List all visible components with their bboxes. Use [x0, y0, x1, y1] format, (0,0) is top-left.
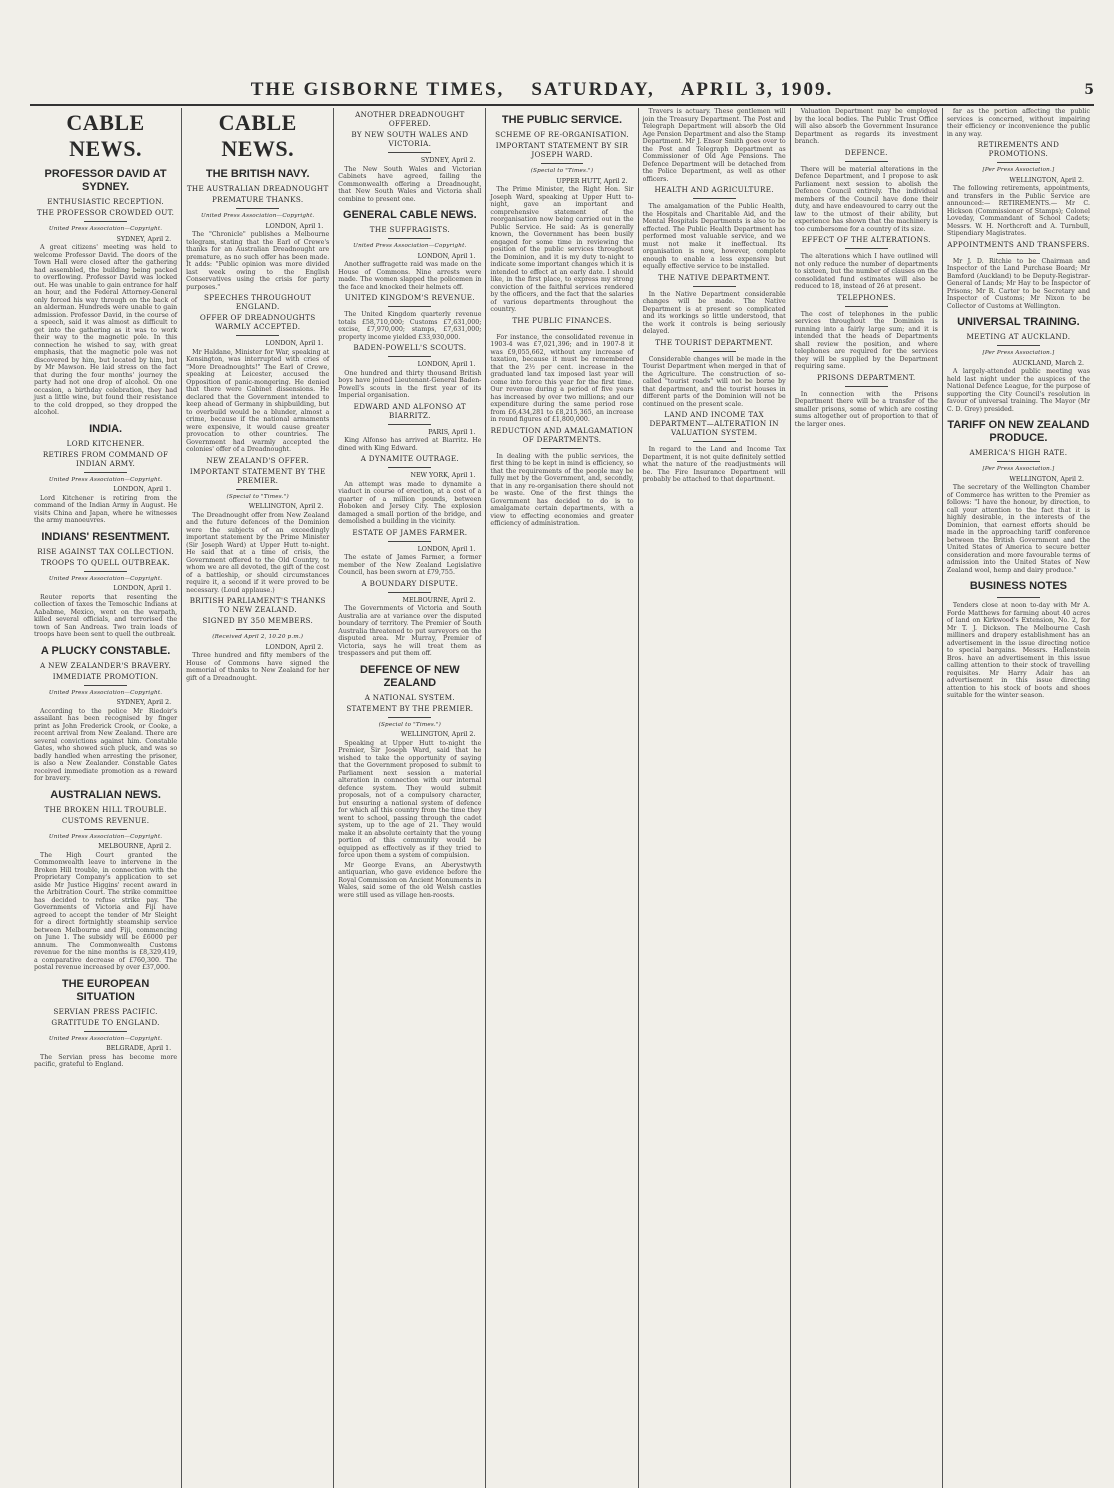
section-banner: CABLE NEWS.	[218, 110, 297, 161]
article	[338, 528, 481, 577]
article	[338, 343, 481, 400]
article-body: Reuter reports that resenting the collection of taxes the Temoschic Indians at Aababme, Mexico, went on the warpath, killed several officials, and terrorised the town of San Andreas. Two train loads of troops have been sent to quell the outbreak.	[34, 593, 178, 638]
article-body: King Alfonso has arrived at Biarritz. He dined with King Edward.	[338, 437, 482, 452]
article-subhead-secondary: TROOPS TO QUELL OUTBREAK.	[41, 557, 171, 567]
press-credit: United Press Association—Copyright.	[48, 1035, 163, 1042]
headline-rule	[997, 345, 1040, 346]
article-body: Mr J. D. Ritchie to be Chairman and Inspector of the Land Purchase Board; Mr Bamford (Auckland) to be Deputy-Registrar-General of Lands; Mr Hay to be Inspector of Prisons; Mr R. Carter to be Secretary and Inspector of Customs; Mr Nixon to be Collector of Customs at Wellington.	[946, 257, 1090, 310]
headline-rule	[84, 829, 127, 830]
article-subhead-secondary: SIGNED BY 350 MEMBERS.	[202, 616, 314, 625]
article-headline: THE PUBLIC SERVICE.	[501, 114, 623, 126]
section-banner: CABLE NEWS.	[66, 110, 145, 161]
press-credit: (Special to "Times.")	[378, 721, 442, 728]
headline-rule	[388, 592, 431, 593]
article-body: far as the portion affecting the public services is concerned, without impairing their efficiency or inconvenience the public in any way.	[946, 108, 1090, 138]
article	[643, 108, 786, 183]
article-subhead: EFFECT OF THE ALTERATIONS.	[801, 235, 931, 244]
article-subhead: SCHEME OF RE-ORGANISATION.	[495, 130, 629, 139]
column-1	[30, 108, 182, 1488]
headline-rule	[388, 424, 431, 425]
article-subhead: THE PUBLIC FINANCES.	[512, 315, 612, 325]
press-credit: United Press Association—Copyright.	[48, 575, 163, 582]
article-body: In dealing with the public services, the first thing to be kept in mind is efficiency, so that the requirements of the people may be fully met by the Government, and, secondly, that in any re-organisation there should not be waste. One of the first things the Government has decided to do is to amalgamate certain departments, with a view to effecting economies and greater efficiency of administration.	[490, 452, 634, 527]
article-headline: INDIA.	[89, 422, 123, 435]
article	[490, 316, 633, 424]
article	[947, 108, 1090, 138]
article-subhead: THE TOURIST DEPARTMENT.	[655, 337, 774, 347]
article	[795, 108, 938, 146]
article	[338, 454, 481, 526]
article	[947, 316, 1090, 413]
column-6	[791, 108, 943, 1488]
article-body: Three hundred and fifty members of the House of Commons have signed the memorial of thanks to New Zealand for her gift of a Dreadnought.	[186, 652, 330, 682]
article	[34, 645, 177, 783]
dateline: LONDON, April 2.	[265, 643, 324, 651]
article-subhead-secondary: CUSTOMS REVENUE.	[61, 815, 150, 825]
article-body: In connection with the Prisons Department there will be a transfer of the smaller prisons, some of which are costing sums altogether out of proportion to that of the larger ones.	[794, 390, 938, 428]
article	[490, 114, 633, 314]
article	[947, 140, 1090, 238]
dateline: LONDON, April 1.	[417, 545, 476, 553]
column-4	[486, 108, 638, 1488]
article	[186, 168, 329, 291]
article-subhead: LAND AND INCOME TAX DEPARTMENT—ALTERATION IN VALUATION SYSTEM.	[649, 410, 779, 437]
article-body: The Governments of Victoria and South Australia are at variance over the disputed boundary of territory. The Premier of South Australia threatened to put surveyors on the disputed area. Mr Murray, Premier of Victoria, says he will treat them as trespassers and put them off.	[338, 605, 482, 657]
article-body: For instance, the consolidated revenue in 1903-4 was £7,021,396; and in 1907-8 it was £9,055,662, without any increase of taxation, because it must be remembered that the 2½ per cent. increase in the graduated land tax imposed last year will come into force this year for the first time. Our revenue during a period of five years has increased by over two millions; and our expenditure during the same period rose from £6,434,281 to £8,215,365, an increase in round figures of £1,800,000.	[490, 333, 634, 423]
dateline: WELLINGTON, April 2.	[248, 503, 324, 510]
article-headline: BUSINESS NOTES	[969, 580, 1067, 592]
article-body: According to the police Mr Riedoir's assailant has been recognised by finger print as John Frederick Crook, or Cooke, a recent arrival from New Zealand. There are several convictions against him. Constable Gates, who showed such pluck, and was so badly handled when arresting the prisoner, is also a New Zealander. Constable Gates received immediate promotion as a reward for bravery.	[34, 707, 178, 782]
article-subhead: AMERICA'S HIGH RATE.	[969, 448, 1068, 457]
headline-rule	[997, 597, 1040, 598]
article-subhead: THE AUSTRALIAN DREADNOUGHT	[186, 184, 329, 193]
article-subhead: THE SUFFRAGISTS.	[369, 225, 450, 234]
article-subhead: A BOUNDARY DISPUTE.	[361, 578, 459, 588]
newspaper-columns	[30, 108, 1094, 1488]
article-body: In the Native Department considerable changes will be made. The Native Department is at present so complicated and its workings so little understood, that the work it controls is being seriously delayed.	[642, 290, 786, 335]
article-subhead: HEALTH AND AGRICULTURE.	[654, 185, 774, 194]
article-headline: INDIANS' RESENTMENT.	[41, 530, 170, 543]
article-subhead-secondary: PREMATURE THANKS.	[212, 195, 304, 204]
article	[643, 185, 786, 271]
article	[34, 789, 177, 972]
article	[947, 419, 1090, 574]
article-subhead-secondary: IMMEDIATE PROMOTION.	[52, 671, 159, 681]
dateline: LONDON, April 1.	[113, 585, 172, 592]
article	[186, 293, 329, 454]
headline-rule	[845, 386, 888, 387]
article-subhead-secondary: BY NEW SOUTH WALES AND VICTORIA.	[351, 130, 469, 148]
issue-day: SATURDAY,	[531, 79, 655, 100]
press-credit: [Per Press Association.]	[982, 466, 1055, 472]
article-subhead: EDWARD AND ALFONSO AT BIARRITZ.	[353, 401, 467, 420]
article	[186, 456, 329, 595]
article-body: The High Court granted the Commonwealth leave to intervene in the Broken Hill trouble, in connection with the Proprietary Company's application to set aside Mr Justice Higgins' recent award in the Arbitration Court. The strike committee has decided to refuse strike pay. The Governments of Victoria and Fiji have agreed to accept the tender of Mr Sleight for a direct fortnightly steamship service between Melbourne and Fiji, commencing on June 1. The subsidy will be £6000 per annum. The Commonwealth Customs revenue for the nine months is £8,329,419, a comparative decrease of £760,300. The postal revenue increased by over £37,000.	[34, 851, 178, 971]
article-body: Considerable changes will be made in the Tourist Department when merged in that of the Agriculture. The construction of so-called "tourist roads" will not be borne by that department, and the tourist houses in different parts of the Dominion will not be continued on the present scale.	[642, 355, 786, 408]
dateline: SYDNEY, April 2.	[116, 699, 172, 706]
article-subhead: LORD KITCHENER.	[66, 438, 145, 448]
article-body: The United Kingdom quarterly revenue totals £58,710,000; Customs £7,631,000; excise, £7,970,000; stamps, £7,631,000; property income yielded £33,930,000.	[338, 311, 482, 341]
dateline: LONDON, April 1.	[417, 361, 476, 368]
headline-rule	[541, 448, 584, 449]
article-subhead: MEETING AT AUCKLAND.	[966, 332, 1071, 341]
article-body: A largely-attended public meeting was held last night under the auspices of the National Defence League, for the purpose of supporting the City Council's resolution in favour of universal training. The Mayor (Mr C. D. Grey) presided.	[946, 368, 1090, 413]
article	[338, 293, 481, 341]
article-headline: GENERAL CABLE NEWS.	[343, 209, 477, 221]
article-subhead: THE NATIVE DEPARTMENT.	[658, 272, 771, 282]
article-subhead-secondary: THE PROFESSOR CROWDED OUT.	[36, 208, 175, 217]
headline-rule	[997, 253, 1040, 254]
dateline: LONDON, April 1.	[265, 222, 324, 230]
headline-rule	[845, 161, 888, 162]
article-subhead: RISE AGAINST TAX COLLECTION.	[37, 546, 174, 556]
headline-rule	[84, 472, 127, 473]
headline-rule	[693, 351, 736, 352]
article-subhead: TELEPHONES.	[836, 292, 896, 302]
article-headline: UNIVERSAL TRAINING.	[957, 316, 1080, 328]
article-body: The cost of telephones in the public services throughout the Dominion is running into a fairly large sum; and it is intended that the heads of Departments shall review the position, and where telephones are required for the services they will be supplied by the Department requiring same.	[794, 310, 938, 370]
headline-rule	[388, 717, 431, 718]
column-3	[334, 108, 486, 1488]
article-subhead: UNITED KINGDOM'S REVENUE.	[344, 293, 475, 302]
article-body: An attempt was made to dynamite a viaduct in course of erection, at a cost of a quarter of a million pounds, between Hoboken and Jersey City. The explosion damaged a small portion of the bridge, and demolished a building in the vicinity.	[338, 480, 482, 525]
press-credit: United Press Association—Copyright.	[48, 689, 163, 696]
article-subhead: THE BROKEN HILL TROUBLE.	[44, 804, 167, 814]
dateline: LONDON, April 1.	[113, 486, 172, 493]
issue-date: APRIL 3, 1909.	[680, 79, 834, 100]
headline-rule	[845, 248, 888, 249]
dateline: MELBOURNE, April 2.	[98, 843, 172, 850]
headline-rule	[388, 356, 431, 357]
article-headline: PROFESSOR DAVID AT SYDNEY.	[44, 168, 167, 193]
dateline: WELLINGTON, April 2.	[1009, 475, 1084, 483]
article	[338, 664, 481, 860]
article-subhead-secondary: OFFER OF DREADNOUGHTS WARMLY ACCEPTED.	[199, 313, 316, 331]
dateline: UPPER HUTT, April 2.	[556, 177, 628, 185]
headline-rule	[84, 221, 127, 222]
article	[795, 235, 938, 291]
article-body: The Prime Minister, the Right Hon. Sir Joseph Ward, speaking at Upper Hutt to-night, gave an important and comprehensive statement of the reorganisation now being carried out in the Public Service. He said: As is generally known, the Government has been busily engaged for some time in reviewing the position of the public services throughout the Dominion, and it is my duty to-night to indicate some important changes which it is intended to effect at an early date. I should like, in the first place, to express my strong conviction of the faithful services rendered by the officers, and the fact that the salaries of various departments throughout the country.	[490, 186, 634, 313]
article-subhead-secondary: RETIRES FROM COMMAND OF INDIAN ARMY.	[42, 449, 169, 468]
article-subhead: BADEN-POWELL'S SCOUTS.	[353, 343, 467, 352]
article-body: In regard to the Land and Income Tax Department, it is not quite definitely settled what the nature of the readjustments will be. The Fire Insurance Department will probably be attached to that department.	[642, 446, 786, 483]
headline-rule	[388, 238, 431, 239]
headline-rule	[84, 685, 127, 686]
headline-rule	[845, 306, 888, 307]
headline-rule	[388, 152, 431, 153]
dateline: LONDON, April 1.	[417, 252, 476, 260]
article-body: Lord Kitchener is retiring from the command of the Indian Army in August. He visits China and Japan, where he witnesses the army manoeuvres.	[34, 494, 178, 524]
article-subhead: DEFENCE.	[844, 147, 888, 157]
article	[490, 426, 633, 528]
article-headline: THE EUROPEAN SITUATION	[61, 977, 150, 1003]
press-credit: (Special to "Times.")	[530, 168, 594, 174]
article-body: The "Chronicle" publishes a Melbourne telegram, stating that the Earl of Crewe's thanks for an Australian Dreadnought are premature, as no such offer has been made. It adds: "Public opinion was more divided last week owing to the English Conservatives using the crisis for party purposes."	[186, 231, 330, 291]
article-body: The New South Wales and Victorian Cabinets have agreed, failing the Commonwealth offering a Dreadnought, that New South Wales and Victoria shall combine to present one.	[338, 165, 482, 203]
dateline: AUCKLAND, March 2.	[1012, 359, 1084, 367]
dateline: SYDNEY, April 2.	[420, 157, 476, 164]
headline-rule	[541, 163, 584, 164]
press-credit: United Press Association—Copyright.	[353, 243, 467, 249]
dateline: PARIS, April 1.	[428, 428, 476, 436]
article	[34, 531, 177, 639]
article	[795, 293, 938, 371]
article-subhead-secondary: STATEMENT BY THE PREMIER.	[346, 703, 474, 713]
article-subhead: APPOINTMENTS AND TRANSFERS.	[947, 239, 1090, 249]
article-subhead: ANOTHER DREADNOUGHT OFFERED.	[355, 110, 465, 128]
dateline: SYDNEY, April 2.	[116, 235, 172, 243]
article-headline: TARIFF ON NEW ZEALAND PRODUCE.	[947, 419, 1090, 444]
article-subhead: SERVIAN PRESS PACIFIC.	[53, 1006, 158, 1016]
press-credit: [Per Press Association.]	[982, 350, 1055, 356]
article	[795, 373, 938, 429]
article	[34, 168, 177, 417]
article-body: The estate of James Farmer, a former member of the New Zealand Legislative Council, has been sworn at £79,755.	[338, 554, 482, 576]
press-credit: United Press Association—Copyright.	[48, 476, 163, 483]
article-body: The Dreadnought offer from New Zealand and the future defences of the Dominion were the subjects of an exceedingly important statement by the Prime Minister (Sir Joseph Ward) at Upper Hutt to-night. He said that at a time of crisis, the Government offered to the Old Country, to whom we are all devoted, the gift of the cost of a battleship, or should circumstances require it, a second if it were proved to be necessary. (Loud applause.)	[186, 511, 330, 594]
article-body: The following retirements, appointments, and transfers in the Public Service are announced:— RETIREMENTS.— Mr C. Hickson (Commissioner of Stamps); Colonel Loveday, Commandant of School Cadets; Messrs. W. H. Northcroft and A. Turnbull, Stipendiary Magistrates.	[946, 185, 1090, 237]
dateline: BELGRADE, April 1.	[106, 1045, 172, 1052]
article-body: There will be material alterations in the Defence Department, and I propose to ask Parliament next session to abolish the Defence Council entirely. The individual members of the Council have done their duty, and have endeavoured to carry out the law to the utmost of their ability, but experience has shown that the machinery is too cumbersome for a country of its size.	[794, 165, 938, 233]
article-body: The secretary of the Wellington Chamber of Commerce has written to the Premier as follows: "I have the honour, by direction, to call your attention to the fact that it is highly desirable, in the interests of the Dominion, that earnest efforts should be made in the approaching tariff conference between the British Government and the United States of America to secure better consideration and more favourable terms of admission into the United States of New Zealand wool, hemp and dairy produce."	[946, 484, 1090, 574]
article-subhead-secondary: IMPORTANT STATEMENT BY SIR JOSEPH WARD.	[495, 141, 629, 159]
article-subhead: A NATIONAL SYSTEM.	[364, 692, 455, 702]
article	[338, 862, 481, 900]
article-body: A great citizens' meeting was held to welcome Professor David. The doors of the Town Hall were closed after the gathering had assembled, the building being packed to overflowing. Professor David was locked out. He was unable to gain entrance for half an hour, and the Federal Attorney-General only forced his way through on the back of an alderman. Hundreds were unable to gain admission. Professor David, in the course of a speech, said it was almost as difficult to get into the gathering as it was to work their way to the magnetic pole. In this connection he wished to say, with great emphasis, that the magnetic pole was not discovered by him, but located by him, but by Mr Mawson. He laid stress on the fact that during the four months' journey the party had not one drop of alcohol. On one occasion, a birthday celebration, they had just a little wine, but found their resistance to the cold dropped, so they dropped the alcohol.	[34, 244, 178, 416]
headline-rule	[236, 489, 279, 490]
article-subhead-secondary: GRATITUDE TO ENGLAND.	[51, 1017, 160, 1027]
paper-name: THE GISBORNE TIMES,	[250, 79, 505, 100]
press-credit: United Press Association—Copyright.	[48, 226, 163, 232]
headline-rule	[388, 306, 431, 307]
press-credit: (Received April 2, 10.20 p.m.)	[212, 634, 304, 640]
article	[643, 338, 786, 409]
dateline: LONDON, April 1.	[265, 340, 324, 347]
headline-rule	[997, 461, 1040, 462]
article-body: Another suffragette raid was made on the House of Commons. Nine arrests were made. The women slapped the policemen in the face and knocked their helmets off.	[338, 261, 482, 291]
article-body: Valuation Department may be employed by the local bodies. The Public Trust Office will also absorb the Government Insurance Department as regards its investment branch.	[794, 108, 938, 145]
page-number: 5	[1084, 82, 1094, 98]
article	[338, 402, 481, 453]
article-body: One hundred and thirty thousand British boys have joined Lieutenant-General Baden-Powell's scouts in the first year of its Imperial organisation.	[338, 369, 482, 399]
article-subhead: A DYNAMITE OUTRAGE.	[360, 454, 459, 463]
article	[34, 423, 177, 525]
column-2	[182, 108, 334, 1488]
article-headline: THE BRITISH NAVY.	[205, 168, 310, 180]
headline-rule	[693, 286, 736, 287]
press-credit: [Per Press Association.]	[982, 167, 1055, 173]
article-subhead: BRITISH PARLIAMENT'S THANKS TO NEW ZEALAND.	[189, 596, 326, 614]
article-body: Travers is actuary. These gentlemen will join the Treasury Department. The Post and Telegraph Department will absorb the Old Age Pension Department and also the Stamp Department. Mr J. Ensor Smith goes over to the Post and Telegraph Department as Commissioner of Old Age Pensions. The Defence Department will be detached from the Police Department, as well as other officers.	[642, 108, 786, 183]
headline-rule	[84, 571, 127, 572]
dateline: MELBOURNE, April 2.	[402, 596, 476, 604]
column-5	[639, 108, 791, 1488]
headline-rule	[388, 541, 431, 542]
article-subhead: ESTATE OF JAMES FARMER.	[352, 527, 468, 537]
dateline: WELLINGTON, April 2.	[1009, 176, 1084, 184]
article	[338, 110, 481, 203]
article-subhead: ENTHUSIASTIC RECEPTION.	[47, 197, 164, 206]
masthead	[30, 76, 1094, 106]
article-subhead: A NEW ZEALANDER'S BRAVERY.	[40, 660, 172, 670]
article-body: The Servian press has become more pacific, grateful to England.	[34, 1053, 178, 1068]
press-credit: United Press Association—Copyright.	[48, 833, 163, 840]
article	[947, 240, 1090, 311]
headline-rule	[693, 198, 736, 199]
article	[947, 580, 1090, 700]
article	[643, 410, 786, 484]
dateline: NEW YORK, April 1.	[410, 472, 476, 479]
article-subhead: SPEECHES THROUGHOUT ENGLAND.	[204, 293, 312, 311]
article	[186, 596, 329, 682]
article-headline: A PLUCKY CONSTABLE.	[40, 644, 171, 657]
headline-rule	[541, 329, 584, 330]
masthead-title	[30, 79, 1054, 101]
press-credit: (Special to "Times.")	[226, 493, 289, 500]
article	[338, 209, 481, 291]
headline-rule	[236, 629, 279, 630]
article-body: Mr George Evans, an Aberystwyth antiquarian, who gave evidence before the Royal Commission on Ancient Monuments in Wales, said some of the old Welsh castles were still used as village hen-roosts.	[338, 861, 482, 899]
article	[34, 978, 177, 1069]
article	[338, 579, 481, 658]
article	[643, 273, 786, 336]
headline-rule	[997, 162, 1040, 163]
dateline: WELLINGTON, April 2.	[400, 731, 476, 738]
headline-rule	[84, 1031, 127, 1032]
column-7	[943, 108, 1094, 1488]
article	[795, 148, 938, 234]
article-body: The amalgamation of the Public Health, the Hospitals and Charitable Aid, and the Mental Hospitals Departments is also to be effected. The Public Health Department has performed most valuable service, and we must not make it ineffectual. Its organisation is now, however, complete enough to enable a less expensive but equally effective service to be installed.	[642, 203, 786, 270]
article-subhead: NEW ZEALAND'S OFFER.	[206, 455, 310, 465]
headline-rule	[388, 467, 431, 468]
article-body: Mr Haldane, Minister for War, speaking at Kensington, was interrupted with cries of "More Dreadnoughts!" The Earl of Crewe, speaking at Leicester, accused the Opposition of panic-mongering. He denied that there were Cabinet dissensions. He declared that the Government intended to keep ahead of Germany in shipbuilding, but to overbuild would be a blunder, almost a crime, because if the national armaments were expensive, it would cause greater provocation to other countries. The Government had warmly accepted the colonies' offer of a Dreadnought.	[186, 348, 330, 453]
press-credit: United Press Association—Copyright.	[201, 213, 315, 219]
article-body: Tenders close at noon to-day with Mr A. Forde Matthews for farming about 40 acres of land on Kirkwood's Extension, No. 2, for Mr T. J. Dickson. The Melbourne Cash milliners and drapery establishment has an advertisement in the issue directing notice to special bargains. Messrs. Hallenstein Bros. have an advertisement in this issue calling attention to their stock of travelling requisites. Mr Harry Adair has an advertisement in this issue directing attention to his stock of boots and shoes suitable for the winter season.	[946, 602, 1090, 699]
article-body: The alterations which I have outlined will not only reduce the number of departments to sixteen, but the number of clauses on the consolidated fund estimates will also be reduced to 18, instead of 26 at present.	[794, 253, 938, 290]
headline-rule	[693, 441, 736, 442]
article-subhead: REDUCTION AND AMALGAMATION OF DEPARTMENTS.	[490, 425, 634, 444]
article-subhead-secondary: IMPORTANT STATEMENT BY THE PREMIER.	[189, 466, 326, 485]
headline-rule	[236, 335, 279, 336]
article-headline: DEFENCE OF NEW ZEALAND	[360, 663, 460, 689]
article-subhead: PRISONS DEPARTMENT.	[817, 372, 916, 382]
headline-rule	[236, 208, 279, 209]
article-headline: AUSTRALIAN NEWS.	[50, 788, 161, 801]
article-subhead: RETIREMENTS AND PROMOTIONS.	[977, 140, 1060, 158]
article-body: Speaking at Upper Hutt to-night the Premier, Sir Joseph Ward, said that he wished to take the opportunity of saying that the Government proposed to submit to Parliament next session a material alteration in connection with our internal defence system. They would submit proposals, not of a compulsory character, but ensuring a national system of defence for which all this country from the time they went to school, passing through the cadet system, up to the age of 21. They would make it an absolute certainty that the young portion of this community would be equipped as effectively as if they tried to force upon them a system of compulsion.	[338, 739, 482, 859]
